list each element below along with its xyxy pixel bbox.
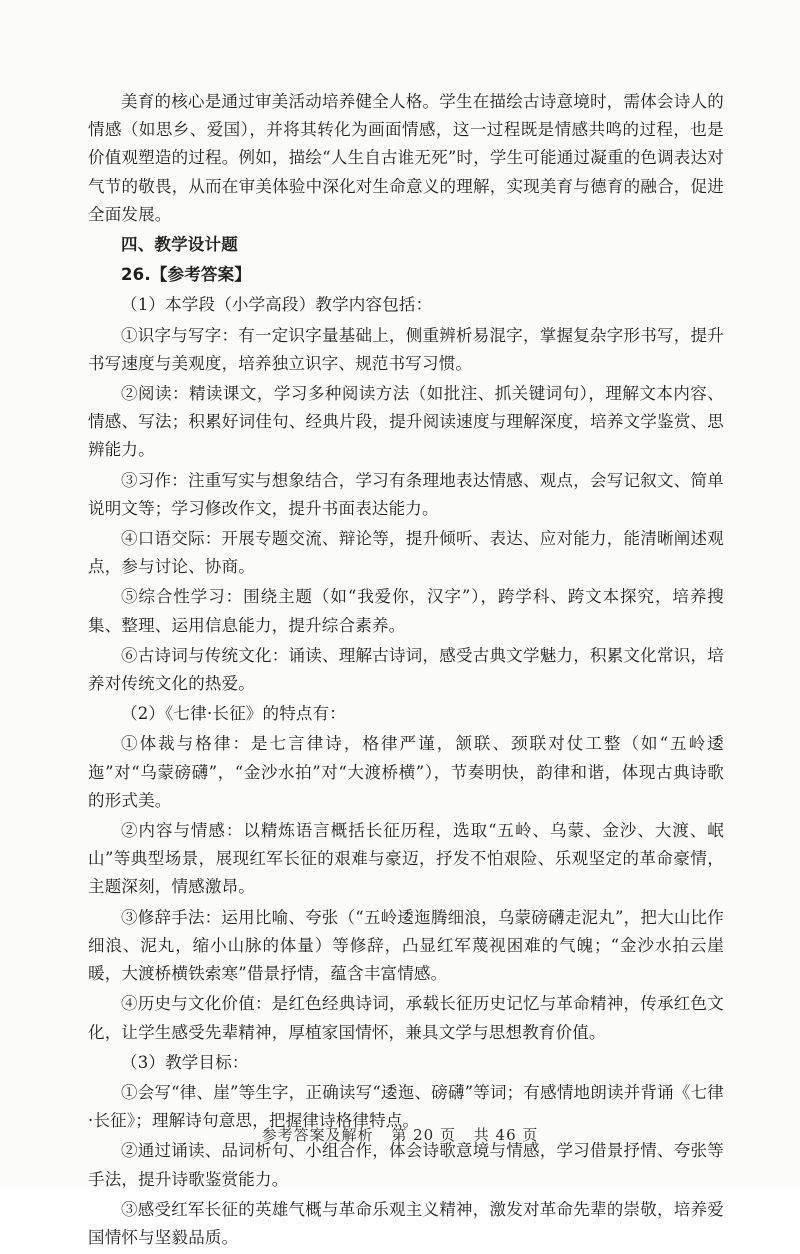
paragraph-history-value: ④历史与文化价值：是红色经典诗词，承载长征历史记忆与革命精神，传承红色文化，让学生感受先辈精神，厚植家国情怀，兼具文学与思想教育价值。 <box>88 994 724 1042</box>
subquestion-3-title: （3）教学目标： <box>121 1052 249 1072</box>
paragraph-literacy: ①识字与写字：有一定识字量基础上，侧重辨析易混字，掌握复杂字形书写，提升书写速度与美观度，培养独立识字、规范书写习惯。 <box>88 325 724 373</box>
paragraph-content-emotion: ②内容与情感：以精炼语言概括长征历程，选取“五岭、乌蒙、金沙、大渡、岷山”等典型场景，展现红军长征的艰难与豪迈，抒发不怕艰险、乐观坚定的革命豪情，主题深刻，情感激昂。 <box>88 821 724 897</box>
section-heading: 四、教学设计题 <box>121 235 238 255</box>
paragraph-comprehensive: ⑤综合性学习：围绕主题（如“我爱你，汉字”），跨学科、跨文本探究，培养搜集、整理、运用信息能力，提升综合素养。 <box>88 587 724 635</box>
paragraph-writing: ③习作：注重写实与想象结合，学习有条理地表达情感、观点，会写记叙文、简单说明文等；学习修改作文，提升书面表达能力。 <box>88 470 724 518</box>
paragraph-goal-2: ②通过诵读、品词析句、小组合作，体会诗歌意境与情感，学习借景抒情、夸张等手法，提升诗歌鉴赏能力。 <box>88 1141 724 1189</box>
answer-heading: 26.【参考答案】 <box>121 265 252 285</box>
paragraph-rhetoric: ③修辞手法：运用比喻、夸张（“五岭逶迤腾细浪，乌蒙磅礴走泥丸”，把大山比作细浪、泥丸，缩小山脉的体量）等修辞，凸显红军蔑视困难的气魄；“金沙水拍云崖暖，大渡桥横铁索寒”借景抒情，蕴含丰富情感。 <box>88 907 724 984</box>
paragraph-goal-3: ③感受红军长征的英雄气概与革命乐观主义精神，激发对革命先辈的崇敬，培养爱国情怀与坚毅品质。 <box>88 1199 724 1247</box>
paragraph-reading: ②阅读：精读课文，学习多种阅读方法（如批注、抓关键词句），理解文本内容、情感、写法；积累好词佳句、经典片段，提升阅读速度与理解深度，培养文学鉴赏、思辨能力。 <box>88 384 724 460</box>
footer-title: 参考答案及解析 <box>261 1126 374 1144</box>
document-body <box>88 88 724 1254</box>
paragraph-poetry-culture: ⑥古诗词与传统文化：诵读、理解古诗词，感受古典文学魅力，积累文化常识，培养对传统文化的热爱。 <box>88 645 724 694</box>
page-footer <box>0 1124 800 1145</box>
footer-page-number: 第 20 页 <box>391 1126 456 1144</box>
subquestion-1-title: （1）本学段（小学高段）教学内容包括： <box>121 295 433 315</box>
paragraph-goal-1: ①会写“律、崖”等生字，正确读写“逶迤、磅礴”等词；有感情地朗读并背诵《七律·长征》；理解诗句意思，把握律诗格律特点。 <box>88 1082 724 1131</box>
paragraph-genre: ①体裁与格律：是七言律诗，格律严谨，颔联、颈联对仗工整（如“五岭逶迤”对“乌蒙磅礴”，“金沙水拍”对“大渡桥横”），节奏明快，韵律和谐，体现古典诗歌的形式美。 <box>88 734 724 810</box>
footer-total-pages: 共 46 页 <box>473 1126 539 1144</box>
paragraph-oral: ④口语交际：开展专题交流、辩论等，提升倾听、表达、应对能力，能清晰阐述观点，参与讨论、协商。 <box>88 529 724 577</box>
paragraph-aesthetic-education: 美育的核心是通过审美活动培养健全人格。学生在描绘古诗意境时，需体会诗人的情感（如思乡、爱国），并将其转化为画面情感，这一过程既是情感共鸣的过程，也是价值观塑造的过程。例如，描绘“人生自古谁无死”时，学生可能通过凝重的色调表达对气节的敬畏，从而在审美体验中深化对生命意义的理解，实现美育与德育的融合，促进全面发展。 <box>88 92 724 224</box>
subquestion-2-title: （2）《七律·长征》的特点有： <box>121 704 346 724</box>
